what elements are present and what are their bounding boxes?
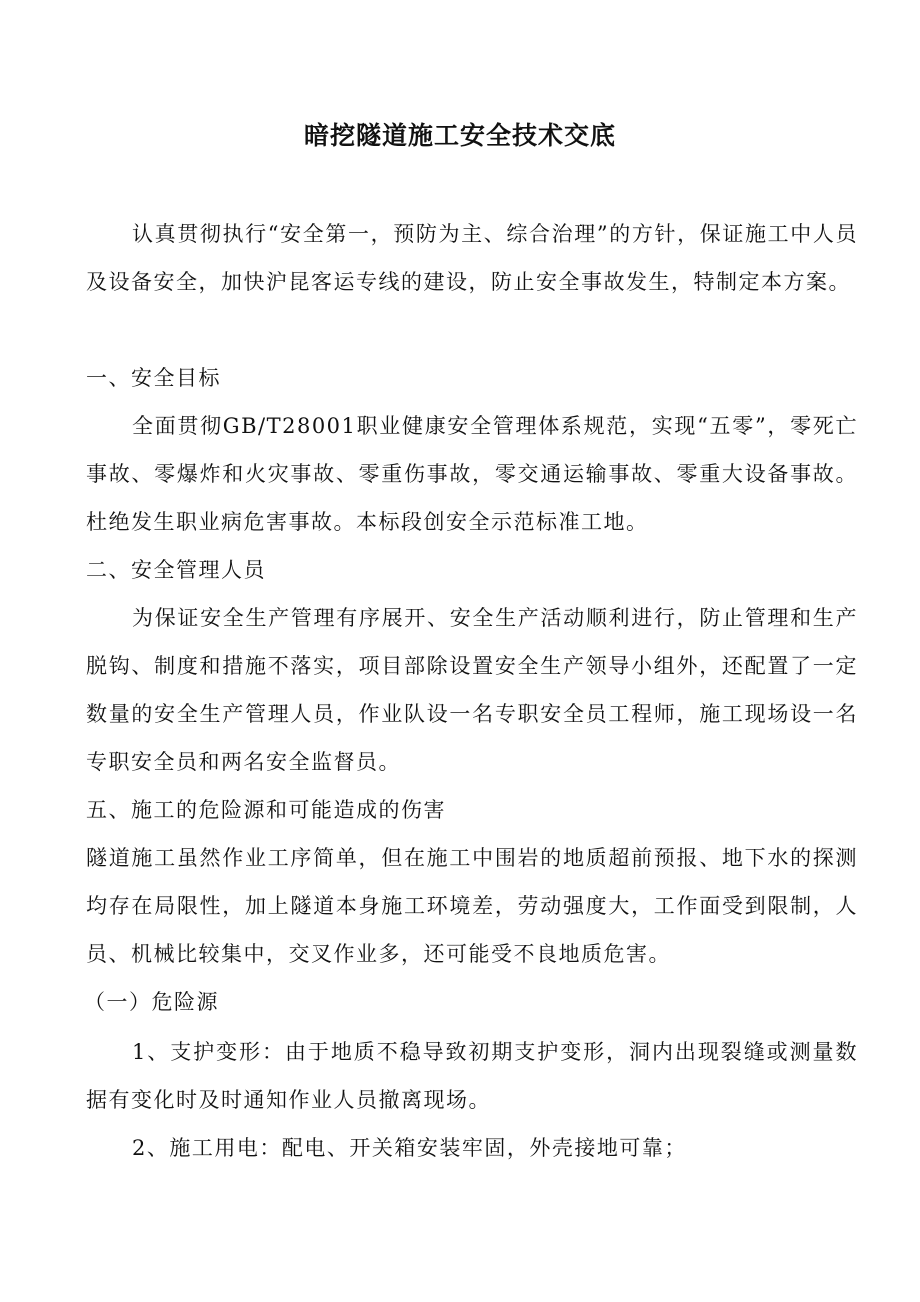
hazard-item-construction-electricity: 2、施工用电：配电、开关箱安装牢固，外壳接地可靠； <box>132 1136 687 1160</box>
section-body-safety-goals: 全面贯彻GB/T28001职业健康安全管理体系规范，实现“五零”，零死亡事故、零爆炸和火灾事故、零重伤事故，零交通运输事故、零重大设备事故。杜绝发生职业病危害事故。本标段创安全示范标准工地。 <box>86 414 858 534</box>
subsection-heading-hazard-sources: （一）危险源 <box>84 990 219 1014</box>
section-heading-safety-personnel: 二、安全管理人员 <box>86 558 266 582</box>
intro-paragraph: 认真贯彻执行“安全第一，预防为主、综合治理”的方针，保证施工中人员及设备安全，加快沪昆客运专线的建设，防止安全事故发生，特制定本方案。 <box>86 222 858 294</box>
section-body-safety-personnel: 为保证安全生产管理有序展开、安全生产活动顺利进行，防止管理和生产脱钩、制度和措施不落实，项目部除设置安全生产领导小组外，还配置了一定数量的安全生产管理人员，作业队设一名专职安全员工程师，施工现场设一名专职安全员和两名安全监督员。 <box>86 606 858 774</box>
hazard-item-support-deformation: 1、支护变形：由于地质不稳导致初期支护变形，洞内出现裂缝或测量数据有变化时及时通知作业人员撤离现场。 <box>86 1040 858 1112</box>
section-heading-safety-goals: 一、安全目标 <box>86 366 221 390</box>
section-heading-hazards: 五、施工的危险源和可能造成的伤害 <box>86 798 446 822</box>
section-body-hazards: 隧道施工虽然作业工序简单，但在施工中围岩的地质超前预报、地下水的探测均存在局限性，加上隧道本身施工环境差，劳动强度大，工作面受到限制，人员、机械比较集中，交叉作业多，还可能受不良地质危害。 <box>86 846 858 966</box>
document-title: 暗挖隧道施工安全技术交底 <box>303 121 616 150</box>
